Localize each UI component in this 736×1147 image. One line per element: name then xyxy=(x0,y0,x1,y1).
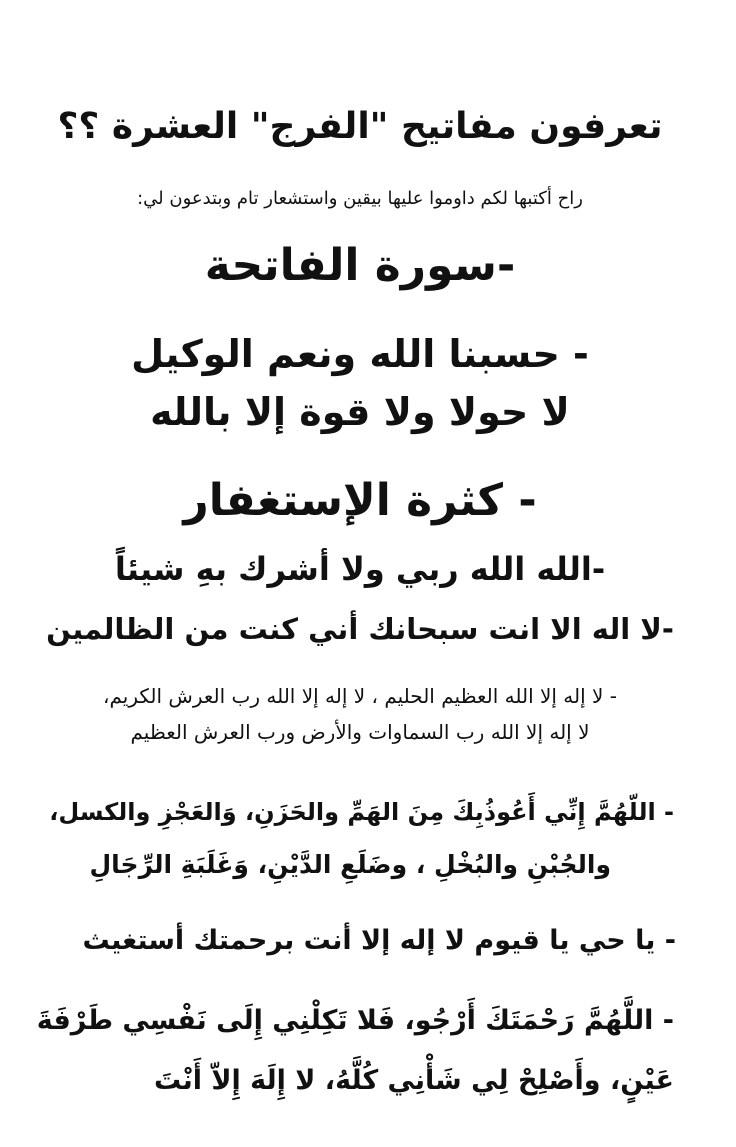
dhikr-hasbuna: - حسبنا الله ونعم الوكيل xyxy=(131,332,589,376)
dua-ya-hayy: - يا حي يا قيوم لا إله إلا أنت برحمتك أستغيث xyxy=(82,925,676,956)
document-title: تعرفون مفاتيح "الفرج" العشرة ؟؟ xyxy=(57,106,663,147)
dua-rahmataka-line-2: عَيْنٍ، وأَصْلِحْ لِي شَأْنِي كُلَّهُ، لا إِلَهَ إِلاّ أَنْتَ xyxy=(154,1065,674,1096)
heading-istighfar: - كثرة الإستغفار xyxy=(183,475,537,526)
dhikr-allah-rabbi: -الله الله ربي ولا أشرك بهِ شيئاً xyxy=(114,550,606,588)
dhikr-karb-line-1: - لا إله إلا الله العظيم الحليم ، لا إله إلا الله رب العرش الكريم، xyxy=(102,684,618,708)
document-subtitle: راح أكتبها لكم داوموا عليها بيقين واستشعار تام وبتدعون لي: xyxy=(137,188,583,209)
heading-fatiha: -سورة الفاتحة xyxy=(204,240,516,291)
dua-hamm-line-2: والجُبْنِ والبُخْلِ ، وضَلَعِ الدَّيْنِ، وَغَلَبَةِ الرِّجَالِ xyxy=(89,850,611,879)
dhikr-hawqala: لا حولا ولا قوة إلا بالله xyxy=(150,390,570,434)
dhikr-karb-line-2: لا إله إلا الله رب السماوات والأرض ورب العرش العظيم xyxy=(130,720,590,744)
dua-rahmataka-line-1: - اللَّهُمَّ رَحْمَتَكَ أَرْجُو، فَلا تَكِلْنِي إِلَى نَفْسِي طَرْفَةَ xyxy=(36,1005,674,1036)
dua-hamm-line-1: - اللّهُمَّ إِنِّي أَعُوذُبِكَ مِنَ الهَمِّ والحَزَنِ، وَالعَجْزِ والكسل، xyxy=(49,798,674,826)
dhikr-yunus: -لا اله الا انت سبحانك أني كنت من الظالمين xyxy=(46,612,674,646)
